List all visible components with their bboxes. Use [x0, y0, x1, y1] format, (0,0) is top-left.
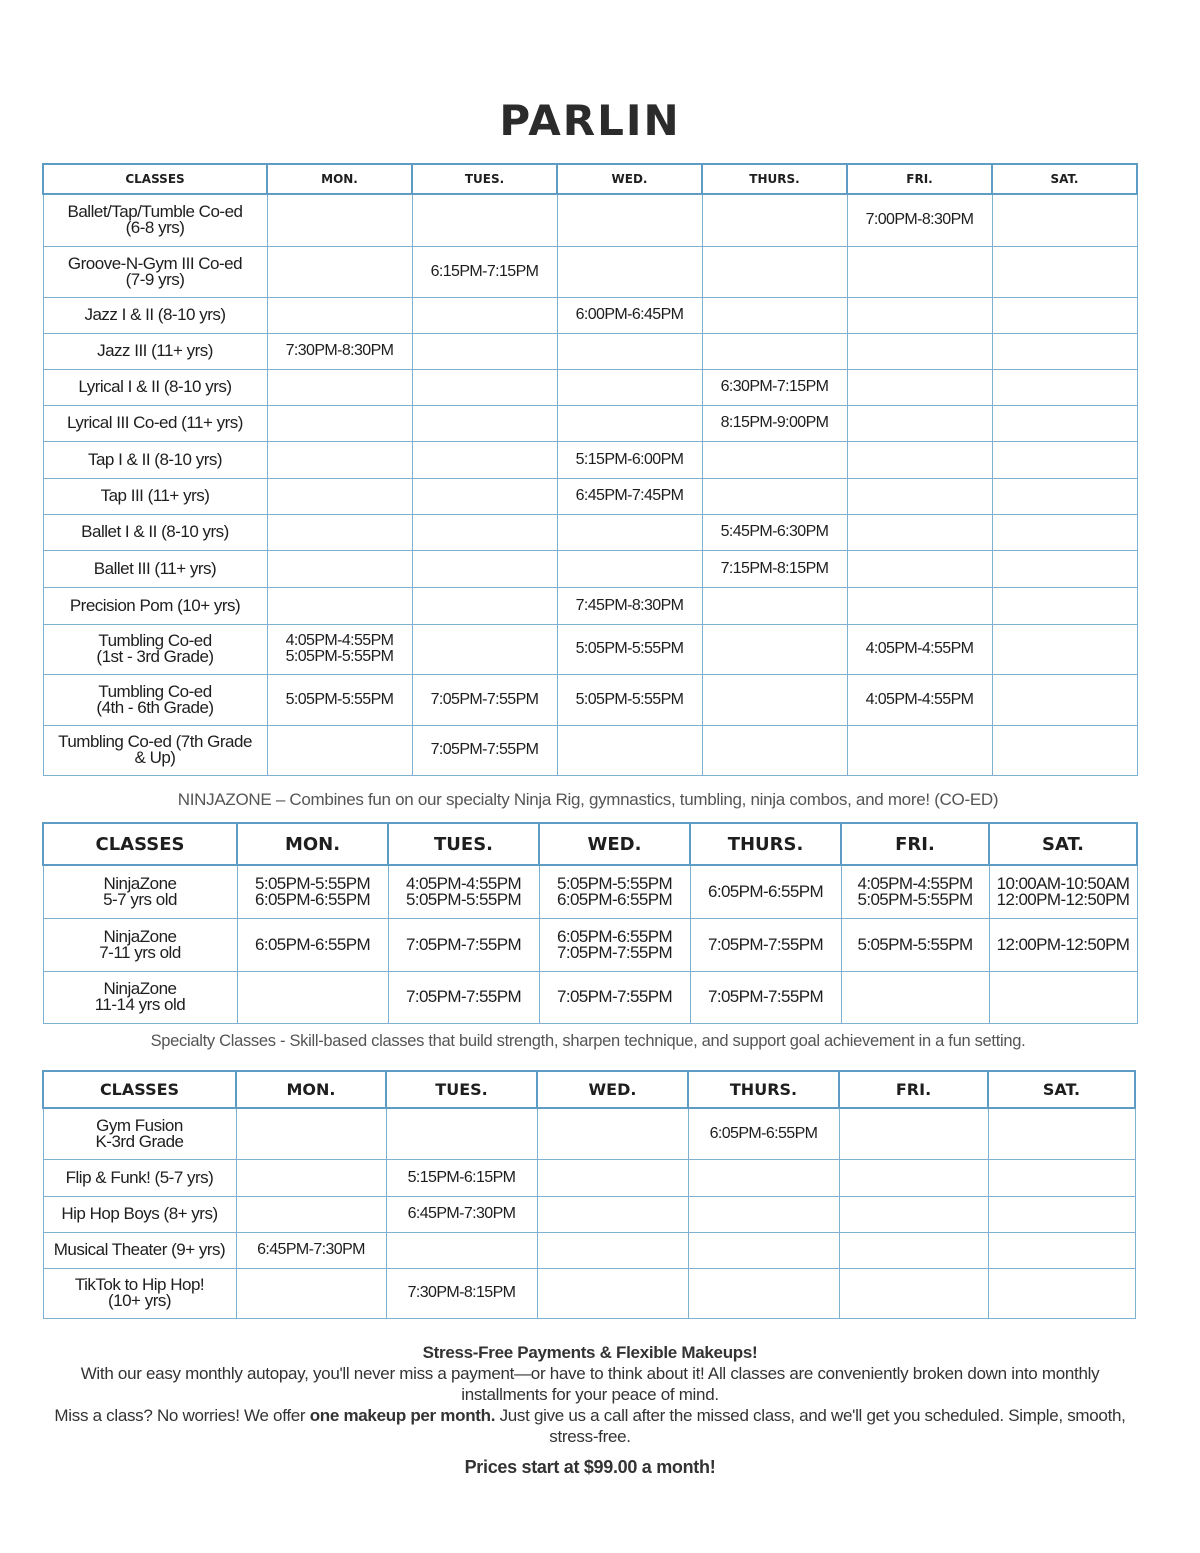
- schedule-cell: [267, 194, 412, 246]
- table-row: [43, 587, 1137, 624]
- class-name-line: Hip Hop Boys (8+ yrs): [61, 1204, 218, 1223]
- class-name-cell: [43, 1159, 236, 1196]
- schedule-cell: [539, 865, 690, 918]
- schedule-cell: [847, 514, 992, 550]
- makeup-text-end: Just give us a call after the missed class, and we'll get you scheduled. Simple, smooth, stress-free.: [495, 1406, 1126, 1446]
- ninjazone-schedule-table: [42, 822, 1138, 1024]
- schedule-cell: [847, 369, 992, 405]
- schedule-cell: [386, 1108, 537, 1159]
- schedule-cell: [847, 674, 992, 725]
- payment-heading: Stress-Free Payments & Flexible Makeups!: [422, 1343, 758, 1362]
- class-name-line: Precision Pom (10+ yrs): [69, 595, 241, 615]
- schedule-cell: [267, 441, 412, 478]
- schedule-cell: [267, 674, 412, 725]
- table-row: [43, 369, 1137, 405]
- header-day: THURS.: [690, 823, 841, 865]
- specialty-description: Specialty Classes - Skill-based classes that build strength, sharpen technique, and support goal achievement in a fun setting.: [150, 1032, 1026, 1050]
- table-row: [43, 624, 1137, 674]
- schedule-cell: [847, 587, 992, 624]
- time-slot: 5:05PM-5:55PM: [857, 889, 973, 909]
- time-slot: 5:45PM-6:30PM: [720, 523, 829, 540]
- time-slot: 5:05PM-5:55PM: [575, 690, 684, 708]
- schedule-cell: [688, 1159, 839, 1196]
- schedule-cell: [702, 550, 847, 587]
- schedule-cell: [412, 333, 557, 369]
- schedule-cell: [992, 587, 1137, 624]
- schedule-cell: [539, 918, 690, 971]
- class-name-line: NinjaZone: [103, 873, 177, 893]
- table-header-row: [43, 1071, 1135, 1108]
- class-name-line: Tap I & II (8-10 yrs): [87, 449, 223, 469]
- schedule-cell: [690, 918, 841, 971]
- schedule-cell: [557, 297, 702, 333]
- table-row: [43, 971, 1137, 1023]
- schedule-cell: [267, 369, 412, 405]
- class-name-line: 11-14 yrs old: [94, 995, 186, 1014]
- schedule-cell: [992, 405, 1137, 441]
- class-name-cell: [43, 441, 267, 478]
- time-slot: 6:05PM-6:55PM: [709, 1124, 818, 1142]
- schedule-cell: [557, 194, 702, 246]
- schedule-cell: [267, 514, 412, 550]
- schedule-cell: [702, 405, 847, 441]
- schedule-cell: [267, 478, 412, 514]
- time-slot: 7:45PM-8:30PM: [575, 596, 684, 614]
- schedule-cell: [412, 194, 557, 246]
- schedule-cell: [992, 478, 1137, 514]
- schedule-cell: [992, 369, 1137, 405]
- time-slot: 4:05PM-4:55PM: [405, 873, 522, 893]
- schedule-cell: [267, 624, 412, 674]
- schedule-cell: [992, 297, 1137, 333]
- header-day: MON.: [237, 823, 388, 865]
- schedule-cell: [557, 674, 702, 725]
- time-slot: 8:15PM-9:00PM: [720, 414, 829, 431]
- schedule-cell: [992, 246, 1137, 297]
- time-slot: 7:05PM-7:55PM: [430, 741, 539, 758]
- schedule-cell: [236, 1268, 386, 1318]
- class-name-line: Tap III (11+ yrs): [100, 486, 210, 505]
- schedule-cell: [388, 971, 539, 1023]
- class-name-cell: [43, 1196, 236, 1232]
- schedule-cell: [847, 725, 992, 775]
- class-name-cell: [43, 405, 267, 441]
- time-slot: 4:05PM-4:55PM: [865, 640, 974, 657]
- price-statement: Prices start at $99.00 a month!: [464, 1457, 716, 1477]
- schedule-cell: [841, 971, 989, 1023]
- schedule-cell: [412, 674, 557, 725]
- schedule-cell: [988, 1232, 1135, 1268]
- schedule-cell: [702, 587, 847, 624]
- schedule-cell: [412, 587, 557, 624]
- time-slot: 7:00PM-8:30PM: [865, 211, 974, 229]
- table-header-row: [43, 164, 1137, 194]
- class-name-line: Musical Theater (9+ yrs): [53, 1240, 226, 1259]
- table-row: [43, 1108, 1135, 1159]
- header-classes: CLASSES: [43, 823, 237, 865]
- table-row: [43, 865, 1137, 918]
- table-row: [43, 405, 1137, 441]
- schedule-cell: [386, 1232, 537, 1268]
- class-name-line: Tumbling Co-ed: [98, 631, 212, 650]
- schedule-cell: [557, 246, 702, 297]
- schedule-cell: [702, 246, 847, 297]
- time-slot: 6:45PM-7:30PM: [407, 1205, 516, 1222]
- header-day: WED.: [537, 1071, 688, 1108]
- class-name-cell: [43, 369, 267, 405]
- table-row: [43, 725, 1137, 775]
- time-slot: 5:05PM-5:55PM: [405, 889, 522, 909]
- schedule-cell: [237, 918, 388, 971]
- schedule-cell: [267, 725, 412, 775]
- schedule-cell: [847, 194, 992, 246]
- schedule-cell: [702, 333, 847, 369]
- schedule-cell: [412, 405, 557, 441]
- schedule-cell: [989, 971, 1137, 1023]
- schedule-cell: [847, 441, 992, 478]
- schedule-cell: [702, 297, 847, 333]
- class-name-line: & Up): [134, 748, 176, 767]
- schedule-cell: [537, 1159, 688, 1196]
- schedule-cell: [237, 865, 388, 918]
- class-name-line: (1st - 3rd Grade): [96, 647, 214, 666]
- specialty-schedule-table: [42, 1070, 1136, 1319]
- schedule-cell: [537, 1196, 688, 1232]
- class-name-line: (10+ yrs): [107, 1291, 172, 1310]
- time-slot: 5:15PM-6:00PM: [575, 450, 684, 468]
- schedule-cell: [702, 674, 847, 725]
- table-row: [43, 674, 1137, 725]
- time-slot: 6:45PM-7:45PM: [575, 487, 684, 504]
- schedule-cell: [267, 405, 412, 441]
- schedule-cell: [412, 624, 557, 674]
- schedule-cell: [236, 1108, 386, 1159]
- class-name-line: 7-11 yrs old: [99, 942, 181, 962]
- schedule-cell: [702, 514, 847, 550]
- class-name-line: Tumbling Co-ed: [98, 681, 212, 701]
- header-day: MON.: [267, 164, 412, 194]
- time-slot: 10:00AM-10:50AM: [996, 873, 1130, 893]
- time-slot: 7:05PM-7:55PM: [556, 942, 673, 962]
- time-slot: 6:15PM-7:15PM: [430, 262, 539, 280]
- schedule-cell: [839, 1108, 988, 1159]
- schedule-cell: [988, 1108, 1135, 1159]
- time-slot: 5:05PM-5:55PM: [285, 648, 394, 665]
- schedule-cell: [388, 865, 539, 918]
- autopay-paragraph: With our easy monthly autopay, you'll never miss a payment—or have to think about it! All classes are conveniently broken down into monthly installments for your peace of mind.: [80, 1364, 1100, 1404]
- schedule-cell: [412, 441, 557, 478]
- time-slot: 5:05PM-5:55PM: [857, 934, 973, 954]
- class-name-cell: [43, 725, 267, 775]
- ninjazone-description: NINJAZONE – Combines fun on our specialty Ninja Rig, gymnastics, tumbling, ninja combos, and more! (CO-ED): [177, 790, 999, 809]
- class-name-cell: [43, 865, 237, 918]
- table-header-row: [43, 823, 1137, 865]
- class-name-cell: [43, 297, 267, 333]
- time-slot: 7:15PM-8:15PM: [720, 559, 829, 577]
- schedule-cell: [557, 514, 702, 550]
- time-slot: 7:30PM-8:15PM: [407, 1284, 516, 1301]
- schedule-cell: [688, 1268, 839, 1318]
- header-day: SAT.: [989, 823, 1137, 865]
- schedule-cell: [557, 550, 702, 587]
- class-name-line: Groove-N-Gym III Co-ed: [67, 253, 243, 273]
- class-name-line: (6-8 yrs): [125, 218, 185, 238]
- time-slot: 7:05PM-7:55PM: [405, 934, 522, 954]
- schedule-cell: [988, 1196, 1135, 1232]
- schedule-cell: [992, 514, 1137, 550]
- time-slot: 12:00PM-12:50PM: [996, 889, 1130, 909]
- table-row: [43, 550, 1137, 587]
- schedule-cell: [412, 514, 557, 550]
- schedule-cell: [267, 587, 412, 624]
- schedule-cell: [992, 550, 1137, 587]
- schedule-cell: [839, 1159, 988, 1196]
- header-day: WED.: [557, 164, 702, 194]
- schedule-cell: [988, 1268, 1135, 1318]
- header-day: FRI.: [847, 164, 992, 194]
- schedule-cell: [988, 1159, 1135, 1196]
- time-slot: 5:05PM-5:55PM: [285, 690, 394, 708]
- schedule-cell: [267, 550, 412, 587]
- schedule-cell: [386, 1196, 537, 1232]
- schedule-cell: [847, 624, 992, 674]
- table-row: [43, 246, 1137, 297]
- class-name-cell: [43, 1108, 236, 1159]
- class-name-cell: [43, 918, 237, 971]
- schedule-cell: [847, 405, 992, 441]
- schedule-cell: [690, 971, 841, 1023]
- schedule-cell: [702, 369, 847, 405]
- page-title: PARLIN: [499, 96, 681, 145]
- class-name-line: 5-7 yrs old: [103, 889, 177, 909]
- time-slot: 4:05PM-4:55PM: [865, 690, 974, 708]
- schedule-cell: [557, 725, 702, 775]
- class-name-cell: [43, 624, 267, 674]
- class-name-cell: [43, 514, 267, 550]
- schedule-cell: [267, 297, 412, 333]
- time-slot: 5:05PM-5:55PM: [556, 873, 673, 893]
- schedule-cell: [267, 333, 412, 369]
- payment-info: [40, 1342, 1140, 1478]
- schedule-cell: [989, 865, 1137, 918]
- header-day: SAT.: [988, 1071, 1135, 1108]
- time-slot: 12:00PM-12:50PM: [996, 934, 1130, 954]
- schedule-cell: [412, 297, 557, 333]
- schedule-cell: [557, 405, 702, 441]
- schedule-cell: [992, 725, 1137, 775]
- schedule-cell: [690, 865, 841, 918]
- schedule-cell: [688, 1232, 839, 1268]
- class-name-line: Flip & Funk! (5-7 yrs): [65, 1167, 214, 1187]
- time-slot: 6:30PM-7:15PM: [720, 378, 829, 395]
- schedule-cell: [839, 1196, 988, 1232]
- schedule-cell: [412, 550, 557, 587]
- schedule-cell: [537, 1268, 688, 1318]
- table-row: [43, 441, 1137, 478]
- class-name-cell: [43, 194, 267, 246]
- schedule-cell: [989, 918, 1137, 971]
- schedule-cell: [992, 333, 1137, 369]
- table-row: [43, 478, 1137, 514]
- makeup-paragraph: [40, 1405, 1140, 1447]
- class-name-cell: [43, 674, 267, 725]
- time-slot: 7:05PM-7:55PM: [707, 934, 824, 954]
- table-row: [43, 194, 1137, 246]
- header-day: THURS.: [688, 1071, 839, 1108]
- schedule-cell: [702, 194, 847, 246]
- class-name-cell: [43, 971, 237, 1023]
- time-slot: 6:05PM-6:55PM: [556, 926, 673, 946]
- schedule-cell: [557, 587, 702, 624]
- header-day: WED.: [539, 823, 690, 865]
- schedule-cell: [702, 441, 847, 478]
- class-name-cell: [43, 1232, 236, 1268]
- class-name-cell: [43, 550, 267, 587]
- main-schedule-table: [42, 163, 1138, 776]
- class-name-line: (4th - 6th Grade): [96, 697, 214, 717]
- schedule-cell: [702, 725, 847, 775]
- schedule-cell: [992, 194, 1137, 246]
- schedule-cell: [841, 865, 989, 918]
- schedule-cell: [386, 1159, 537, 1196]
- table-row: [43, 1159, 1135, 1196]
- schedule-cell: [688, 1108, 839, 1159]
- header-classes: CLASSES: [43, 164, 267, 194]
- header-day: SAT.: [992, 164, 1137, 194]
- schedule-cell: [388, 918, 539, 971]
- schedule-cell: [702, 478, 847, 514]
- schedule-cell: [537, 1232, 688, 1268]
- schedule-cell: [557, 333, 702, 369]
- time-slot: 5:05PM-5:55PM: [575, 640, 684, 657]
- schedule-cell: [539, 971, 690, 1023]
- schedule-cell: [847, 478, 992, 514]
- class-name-line: Lyrical I & II (8-10 yrs): [78, 377, 232, 396]
- schedule-cell: [839, 1268, 988, 1318]
- schedule-cell: [702, 624, 847, 674]
- schedule-cell: [992, 674, 1137, 725]
- class-name-line: (7-9 yrs): [125, 269, 185, 289]
- class-name-cell: [43, 333, 267, 369]
- schedule-cell: [412, 246, 557, 297]
- table-row: [43, 297, 1137, 333]
- class-name-line: K-3rd Grade: [95, 1131, 184, 1151]
- time-slot: 4:05PM-4:55PM: [857, 873, 973, 893]
- header-day: FRI.: [839, 1071, 988, 1108]
- header-day: TUES.: [388, 823, 539, 865]
- time-slot: 6:00PM-6:45PM: [575, 306, 684, 323]
- class-name-line: Ballet III (11+ yrs): [93, 558, 217, 578]
- makeup-text: Miss a class? No worries! We offer: [54, 1406, 310, 1425]
- class-name-line: Lyrical III Co-ed (11+ yrs): [67, 413, 243, 432]
- schedule-cell: [412, 478, 557, 514]
- header-day: TUES.: [412, 164, 557, 194]
- time-slot: 5:15PM-6:15PM: [407, 1168, 516, 1186]
- time-slot: 7:05PM-7:55PM: [430, 690, 539, 708]
- schedule-cell: [841, 918, 989, 971]
- time-slot: 7:05PM-7:55PM: [707, 987, 824, 1006]
- class-name-cell: [43, 478, 267, 514]
- header-classes: CLASSES: [43, 1071, 236, 1108]
- header-day: MON.: [236, 1071, 386, 1108]
- table-row: [43, 918, 1137, 971]
- time-slot: 7:30PM-8:30PM: [285, 342, 394, 359]
- schedule-cell: [557, 478, 702, 514]
- schedule-cell: [847, 297, 992, 333]
- schedule-cell: [412, 369, 557, 405]
- table-row: [43, 333, 1137, 369]
- class-name-line: Tumbling Co-ed (7th Grade: [58, 732, 252, 751]
- class-name-line: TikTok to Hip Hop!: [74, 1275, 205, 1294]
- header-day: THURS.: [702, 164, 847, 194]
- schedule-cell: [992, 624, 1137, 674]
- class-name-cell: [43, 1268, 236, 1318]
- time-slot: 6:05PM-6:55PM: [707, 881, 824, 901]
- schedule-cell: [236, 1159, 386, 1196]
- time-slot: 6:05PM-6:55PM: [254, 934, 371, 954]
- schedule-cell: [267, 246, 412, 297]
- class-name-line: Gym Fusion: [96, 1115, 183, 1135]
- schedule-cell: [847, 333, 992, 369]
- schedule-cell: [537, 1108, 688, 1159]
- time-slot: 7:05PM-7:55PM: [405, 987, 522, 1006]
- table-row: [43, 1268, 1135, 1318]
- time-slot: 7:05PM-7:55PM: [556, 987, 673, 1006]
- schedule-cell: [839, 1232, 988, 1268]
- schedule-cell: [412, 725, 557, 775]
- table-row: [43, 1232, 1135, 1268]
- schedule-cell: [237, 971, 388, 1023]
- schedule-cell: [557, 441, 702, 478]
- class-name-cell: [43, 587, 267, 624]
- time-slot: 4:05PM-4:55PM: [285, 632, 394, 649]
- schedule-cell: [557, 369, 702, 405]
- table-row: [43, 514, 1137, 550]
- class-name-line: NinjaZone: [103, 979, 177, 998]
- schedule-cell: [688, 1196, 839, 1232]
- time-slot: 6:45PM-7:30PM: [257, 1241, 365, 1258]
- class-name-line: Jazz I & II (8-10 yrs): [84, 305, 226, 324]
- schedule-cell: [992, 441, 1137, 478]
- schedule-cell: [557, 624, 702, 674]
- time-slot: 5:05PM-5:55PM: [254, 873, 371, 893]
- header-day: TUES.: [386, 1071, 537, 1108]
- schedule-cell: [847, 246, 992, 297]
- time-slot: 6:05PM-6:55PM: [254, 889, 371, 909]
- schedule-cell: [847, 550, 992, 587]
- class-name-cell: [43, 246, 267, 297]
- class-name-line: NinjaZone: [103, 926, 177, 946]
- schedule-cell: [236, 1232, 386, 1268]
- class-name-line: Ballet/Tap/Tumble Co-ed: [67, 202, 243, 222]
- class-name-line: Jazz III (11+ yrs): [97, 341, 213, 360]
- table-row: [43, 1196, 1135, 1232]
- class-name-line: Ballet I & II (8-10 yrs): [81, 522, 229, 541]
- schedule-cell: [386, 1268, 537, 1318]
- header-day: FRI.: [841, 823, 989, 865]
- schedule-cell: [236, 1196, 386, 1232]
- time-slot: 6:05PM-6:55PM: [556, 889, 673, 909]
- makeup-emphasis: one makeup per month.: [309, 1406, 496, 1425]
